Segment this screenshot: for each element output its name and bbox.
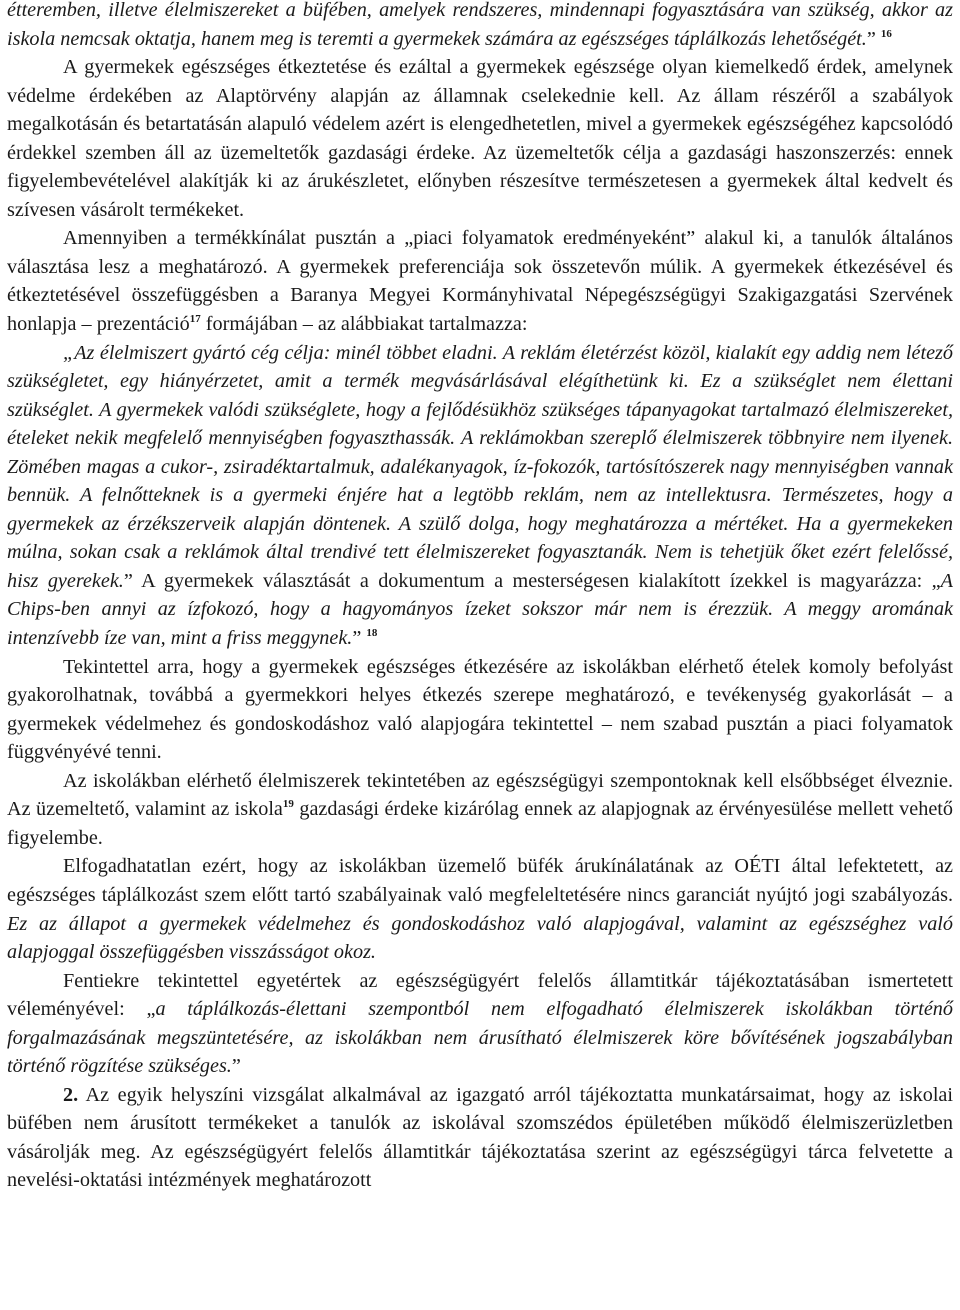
- body-text: Az egyik helyszíni vizsgálat alkalmával az igazgató arról tájékoztatta munkatársaimat, hogy az iskolai büfében nem árusított termékeket a tanulók az iskolával szomszédos épületében működő élelmiszerüzletben vásárolják meg. Az egészségügyért felelős államtitkár tájékoztatása szerint az egészségügyi tárca felvetette a nevelési-oktatási intézmények meghatározott: [7, 1083, 953, 1192]
- footnote-ref: 16: [880, 27, 892, 40]
- paragraph: [7, 1081, 953, 1195]
- body-text: Fentiekre tekintettel egyetértek az egészségügyért felelős államtitkár tájékoztatásában ismertetett véleményével: „: [7, 969, 953, 1021]
- footnote-ref: 18: [366, 627, 378, 640]
- body-text: Elfogadhatatlan ezért, hogy az iskolákban üzemelő büfék árukínálatának az OÉTI által lefektetett, az egészséges táplálkozást szem előtt tartó szabályainak való megfeleltetésére nincs garanciát nyújtó jogi szabályozás.: [7, 855, 953, 906]
- quoted-text: a táplálkozás-élettani szempontból nem elfogadható élelmiszerek iskolákban történő forgalmazásának megszüntetésére, az iskolákban nem árusítható élelmiszerek köre bővítésének jogszabályban történő rögzítése szükséges.: [7, 998, 953, 1078]
- body-text: Az iskolákban elérhető élelmiszerek tekintetében az egészségügyi szempontoknak kell elsőbbséget élveznie. Az üzemeltető, valamint az iskola: [7, 769, 953, 821]
- paragraph: [7, 852, 953, 966]
- body-text: ”: [866, 27, 881, 50]
- paragraph: [7, 767, 953, 853]
- footnote-ref: 19: [282, 798, 294, 811]
- body-text: formájában – az alábbiakat tartalmazza:: [200, 313, 528, 336]
- body-text: ”: [231, 1055, 241, 1078]
- paragraph: [7, 339, 953, 653]
- body-text: A gyermekek egészséges étkeztetése és ezáltal a gyermekek egészsége olyan kiemelkedő érdek, amelynek védelme érdekében az Alaptörvény alapján az államnak cselekednie kell. Az állam részéről a szabályok megalkotásán és betartatásán alapuló védelem azért is elengedhetetlen, mivel a gyermekek egészségéhez kapcsolódó érdekkel szemben áll az üzemeltetők gazdasági érdeke. Az üzemeltetők célja a gazdasági haszonszerzés: ennek figyelembevételével alakítják ki az árukészletet, előnyben részesítve természetesen a gyermekek által kedvelt és szívesen vásárolt termékeket.: [7, 56, 953, 221]
- section-number: 2.: [63, 1083, 79, 1106]
- footnote-ref: 17: [189, 313, 201, 326]
- quoted-text: „Az élelmiszert gyártó cég célja: minél többet eladni. A reklám életérzést közöl, kialakít egy addig nem létező szükségletet, egy hiányérzetet, amit a termék megvásárlásával elégíthetünk ki. Ez a szükséglet nem élettani szükséglet. A gyermekek valódi szükséglete, hogy a fejlődésükhöz szükséges tápanyagokat tartalmazó élelmiszereket, ételeket nekik megfelelő mennyiségben fogyaszthassák. A reklámokban szereplő élelmiszerek többnyire nem ilyenek. Zömében magas a cukor-, zsiradéktartalmuk, adalékanyagok, íz-fokozók, tartósítószerek nagy mennyiségben vannak bennük. A felnőtteknek is a gyermeki énjére hat a legtöbb reklám, nem az intellektusra. Természetes, hogy a gyermekek az érzékszerveik alapján döntenek. A szülő dolga, hogy meghatározza a mértéket. Ha a gyermekeken múlna, sokan csak a reklámok által trendivé tett élelmiszereket fogyasztanák. Nem is tehetjük őket ezért felelőssé, hisz gyerekek.: [7, 341, 953, 592]
- paragraph: [7, 53, 953, 224]
- body-text: ”: [352, 627, 367, 650]
- paragraph: [7, 967, 953, 1081]
- body-text: ” A gyermekek választását a dokumentum a mesterségesen kialakított ízekkel is magyarázza: „: [123, 569, 941, 592]
- quoted-text: Ez az állapot a gyermekek védelmehez és gondoskodáshoz való alapjogával, valamint az egészséghez való alapjoggal összefüggésben visszásságot okoz.: [7, 912, 953, 964]
- paragraph: [7, 224, 953, 338]
- paragraph: [7, 0, 953, 53]
- body-text: gazdasági érdeke kizárólag ennek az alapjognak az érvényesülése mellett vehető figyelembe.: [7, 798, 953, 849]
- paragraph: [7, 653, 953, 767]
- body-text: Tekintettel arra, hogy a gyermekek egészséges étkezésére az iskolákban elérhető ételek komoly befolyást gyakorolhatnak, továbbá a gyermekkori helyes étkezés szerepe meghatározó, e tevékenység gyakorlását – a gyermekek védelmehez és gondoskodáshoz való alapjogára tekintettel – nem szabad pusztán a piaci folyamatok függvényévé tenni.: [7, 655, 953, 764]
- body-text: Amennyiben a termékkínálat pusztán a „piaci folyamatok eredményeként” alakul ki, a tanulók általános választása lesz a meghatározó. A gyermekek preferenciája sok összetevőn múlik. A gyermekek étkezésével és étkeztetésével összefüggésben a Baranya Megyei Kormányhivatal Népegészségügyi Szakigazgatási Szervének honlapja – prezentáció: [7, 227, 953, 336]
- quoted-text: A Chips-ben annyi az ízfokozó, hogy a hagyományos ízeket sokszor már nem is érezzük. A meggy aromának intenzívebb íze van, mint a friss meggynek.: [7, 569, 953, 650]
- quoted-text: étteremben, illetve élelmiszereket a büfében, amelyek rendszeres, mindennapi fogyasztására van szükség, akkor az iskola nemcsak oktatja, hanem meg is teremti a gyermekek számára az egészséges táplálkozás lehetőségét.: [7, 0, 953, 50]
